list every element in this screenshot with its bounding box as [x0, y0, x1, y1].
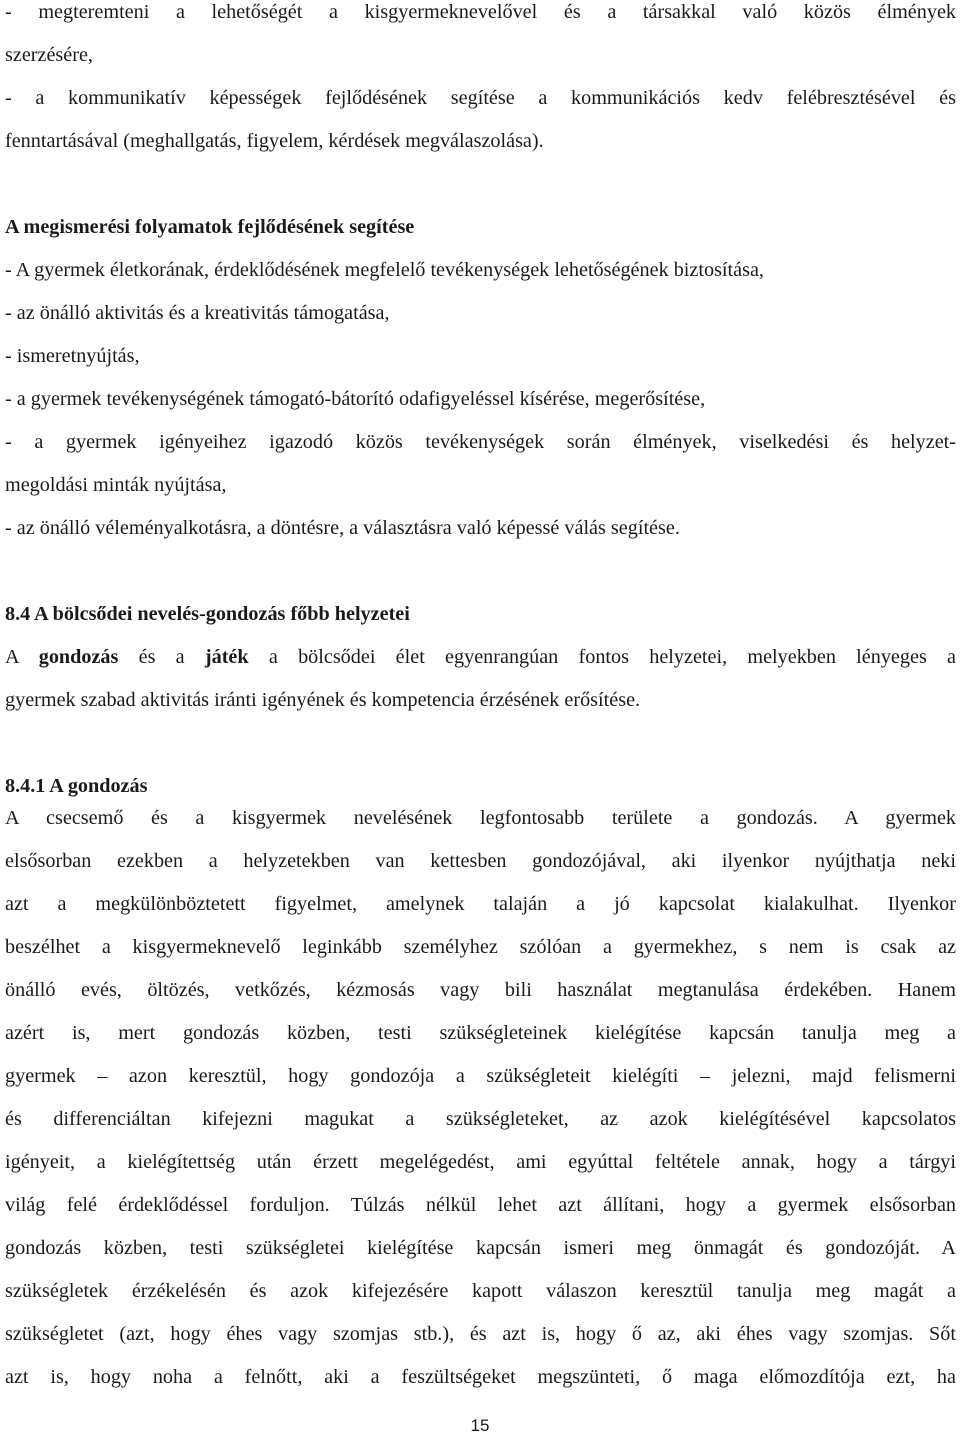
paragraph-line: és differenciáltan kifejezni magukat a szükségleteket, az azok kielégítésével kapcsolatos [5, 1108, 956, 1130]
paragraph-line: gondozás közben, testi szükségletei kielégítése kapcsán ismeri meg önmagát és gondozóját. A [5, 1237, 956, 1259]
paragraph-line: önálló evés, öltözés, vetkőzés, kézmosás vagy bili használat megtanulása érdekében. Hanem [5, 979, 956, 1001]
text-run: a bölcsődei élet egyenrangúan fontos helyzetei, melyekben lényeges a [248, 646, 957, 668]
section-heading-cognitive: A megismerési folyamatok fejlődésének segítése [5, 216, 415, 238]
paragraph-line: világ felé érdeklődéssel forduljon. Túlzás nélkül lehet azt állítani, hogy a gyermek elsősorban [5, 1194, 956, 1216]
intro-line-3: - a kommunikatív képességek fejlődésének segítése a kommunikációs kedv felébresztésével és [5, 87, 956, 109]
bold-term-gondozas: gondozás [38, 646, 119, 668]
paragraph-line: beszélhet a kisgyermeknevelő leginkább személyhez szólóan a gyermekhez, s nem is csak az [5, 936, 956, 958]
cognitive-line-5: - a gyermek igényeihez igazodó közös tevékenységek során élmények, viselkedési és helyzet- [5, 431, 956, 453]
paragraph-line: gyermek – azon keresztül, hogy gondozója a szükségleteit kielégíti – jelezni, majd felismerni [5, 1065, 956, 1087]
cognitive-line-6: megoldási minták nyújtása, [5, 474, 227, 496]
paragraph-line: elsősorban ezekben a helyzetekben van kettesben gondozójával, aki ilyenkor nyújthatja neki [5, 850, 956, 872]
text-run: A [5, 646, 39, 668]
section-heading-8-4: 8.4 A bölcsődei nevelés-gondozás főbb helyzetei [5, 603, 410, 625]
paragraph-line: szükségletet (azt, hogy éhes vagy szomjas stb.), és azt is, hogy ő az, aki éhes vagy szomjas. Sőt [5, 1323, 956, 1345]
cognitive-line-7: - az önálló véleményalkotásra, a döntésre, a választásra való képessé válás segítése. [5, 517, 680, 539]
intro-line-4: fenntartásával (meghallgatás, figyelem, kérdések megválaszolása). [5, 130, 544, 152]
paragraph-line: szükségletek érzékelésén és azok kifejezésére kapott válaszon keresztül tanulja meg magát a [5, 1280, 956, 1302]
paragraph-line: azt a megkülönböztetett figyelmet, amelynek talaján a jó kapcsolat kialakulhat. Ilyenkor [5, 893, 956, 915]
section-8-4-line-1 [5, 645, 956, 669]
cognitive-line-3: - ismeretnyújtás, [5, 345, 140, 367]
section-heading-8-4-1: 8.4.1 A gondozás [5, 775, 148, 797]
paragraph-line: igényeit, a kielégítettség után érzett megelégedést, ami egyúttal feltétele annak, hogy a tárgyi [5, 1151, 956, 1173]
text-run: és a [118, 646, 205, 668]
paragraph-line: azért is, mert gondozás közben, testi szükségleteinek kielégítése kapcsán tanulja meg a [5, 1022, 956, 1044]
paragraph-line: A csecsemő és a kisgyermek nevelésének legfontosabb területe a gondozás. A gyermek [5, 807, 956, 829]
paragraph-line: azt is, hogy noha a felnőtt, aki a feszültségeket megszünteti, ő maga előmozdítója ezt, ha [5, 1366, 956, 1388]
cognitive-line-4: - a gyermek tevékenységének támogató-bátorító odafigyeléssel kísérése, megerősítése, [5, 388, 706, 410]
section-8-4-line-2: gyermek szabad aktivitás iránti igényének és kompetencia érzésének erősítése. [5, 689, 641, 711]
page-number: 15 [470, 1416, 490, 1435]
intro-line-2: szerzésére, [5, 44, 93, 66]
cognitive-line-2: - az önálló aktivitás és a kreativitás támogatása, [5, 302, 390, 324]
intro-line-1: - megteremteni a lehetőségét a kisgyermeknevelővel és a társakkal való közös élmények [5, 1, 956, 23]
bold-term-jatek: játék [204, 646, 249, 668]
cognitive-line-1: - A gyermek életkorának, érdeklődésének megfelelő tevékenységek lehetőségének biztosítása, [5, 259, 764, 281]
